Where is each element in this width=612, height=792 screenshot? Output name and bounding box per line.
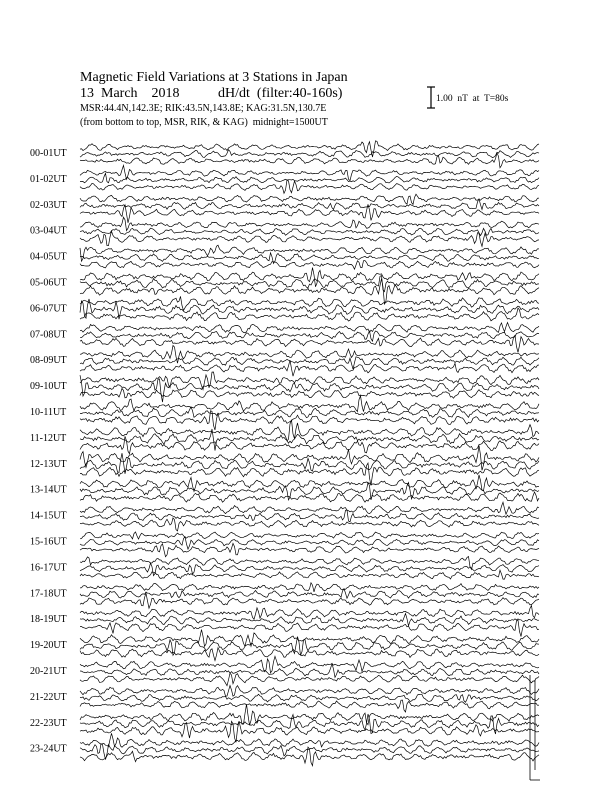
trace-rik-03-04ut <box>80 228 539 235</box>
trace-kag-13-14ut <box>80 475 539 492</box>
trace-msr-15-16ut <box>80 543 539 556</box>
trace-kag-12-13ut <box>80 446 539 471</box>
trace-kag-02-03ut <box>80 194 539 204</box>
hour-label: 06-07UT <box>30 303 67 315</box>
trace-msr-20-21ut <box>80 673 539 686</box>
hour-label: 21-22UT <box>30 691 67 703</box>
trace-kag-17-18ut <box>80 583 539 592</box>
trace-rik-17-18ut <box>80 589 539 599</box>
trace-kag-00-01ut <box>80 141 539 157</box>
trace-rik-19-20ut <box>80 637 539 656</box>
trace-kag-19-20ut <box>80 630 539 647</box>
hour-label: 04-05UT <box>30 251 67 263</box>
trace-kag-22-23ut <box>80 704 539 725</box>
trace-kag-10-11ut <box>80 396 539 412</box>
hour-label: 15-16UT <box>30 536 67 548</box>
scale-bar <box>427 87 435 108</box>
chart-title: Magnetic Field Variations at 3 Stations in Japan <box>80 70 348 85</box>
trace-kag-01-02ut <box>80 165 539 180</box>
hour-label: 09-10UT <box>30 381 67 393</box>
hour-label: 03-04UT <box>30 225 67 237</box>
trace-msr-01-02ut <box>80 180 539 193</box>
hour-label: 18-19UT <box>30 614 67 626</box>
traces <box>80 141 540 780</box>
hour-label: 12-13UT <box>30 458 67 470</box>
trace-msr-14-15ut <box>80 518 539 531</box>
trace-kag-03-04ut <box>80 217 539 230</box>
station-order-line: (from bottom to top, MSR, RIK, & KAG) midnight=1500UT <box>80 117 328 128</box>
hour-label: 10-11UT <box>30 407 67 418</box>
trace-kag-06-07ut <box>80 296 539 310</box>
trace-rik-07-08ut <box>80 331 539 341</box>
trace-msr-07-08ut <box>80 335 539 352</box>
trace-rik-00-01ut <box>80 150 539 158</box>
trace-msr-19-20ut <box>80 648 539 661</box>
scale-label: 1.00 nT at T=80s <box>436 94 509 104</box>
hour-label: 16-17UT <box>30 562 67 574</box>
trace-rik-01-02ut <box>80 173 539 183</box>
trace-kag-23-24ut <box>80 733 539 747</box>
trace-msr-21-22ut <box>80 700 539 712</box>
hour-label: 08-09UT <box>30 355 67 367</box>
hour-label: 07-08UT <box>30 329 67 341</box>
trace-rik-02-03ut <box>80 199 539 210</box>
trace-rik-20-21ut <box>80 664 539 678</box>
hour-label: 13-14UT <box>30 484 67 496</box>
hour-label: 01-02UT <box>30 173 67 185</box>
hour-label: 00-01UT <box>30 148 67 159</box>
trace-rik-09-10ut <box>80 375 539 402</box>
trace-msr-11-12ut <box>80 436 539 454</box>
trace-kag-07-08ut <box>80 323 539 333</box>
trace-msr-12-13ut <box>80 463 539 485</box>
trace-rik-04-05ut <box>80 253 539 264</box>
trace-rik-14-15ut <box>80 510 539 522</box>
hour-label: 17-18UT <box>30 588 67 600</box>
trace-rik-15-16ut <box>80 537 539 549</box>
hour-label: 23-24UT <box>30 743 67 755</box>
trace-rik-16-17ut <box>80 563 539 576</box>
hour-label: 11-12UT <box>30 432 67 444</box>
trace-msr-05-06ut <box>80 279 539 305</box>
hour-label: 19-20UT <box>30 640 67 652</box>
trace-msr-17-18ut <box>80 593 539 608</box>
trace-msr-03-04ut <box>80 231 539 246</box>
trace-rik-21-22ut <box>80 694 539 702</box>
date-filter-line: 13 March 2018 dH/dt (filter:40-160s) <box>80 86 343 101</box>
hour-labels <box>30 148 67 755</box>
trace-kag-15-16ut <box>80 532 539 539</box>
trace-msr-04-05ut <box>80 261 539 270</box>
trace-kag-20-21ut <box>80 656 539 673</box>
hour-label: 02-03UT <box>30 199 67 211</box>
hour-label: 14-15UT <box>30 510 67 522</box>
trace-msr-16-17ut <box>80 570 539 579</box>
trace-rik-10-11ut <box>80 407 539 418</box>
hour-label: 05-06UT <box>30 277 67 289</box>
trace-kag-14-15ut <box>80 502 539 514</box>
trace-kag-09-10ut <box>80 372 539 390</box>
stations-line: MSR:44.4N,142.3E; RIK:43.5N,143.8E; KAG:31.5N,130.7E <box>80 103 327 114</box>
hour-label: 22-23UT <box>30 717 67 729</box>
hour-label: 20-21UT <box>30 666 67 677</box>
trace-kag-16-17ut <box>80 557 539 570</box>
